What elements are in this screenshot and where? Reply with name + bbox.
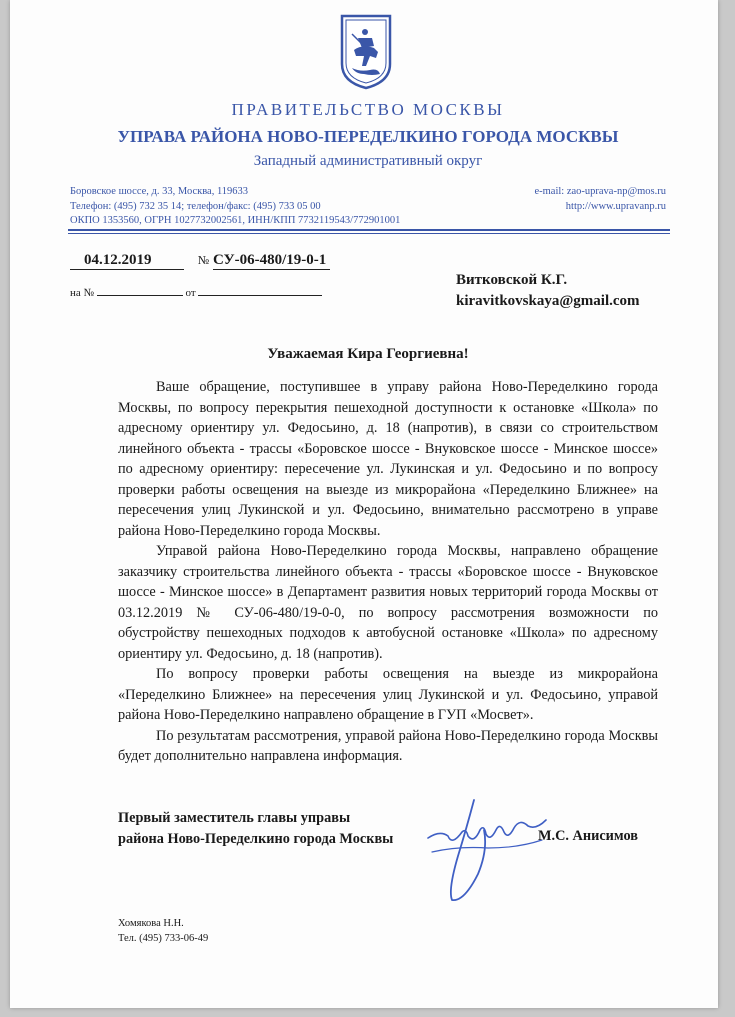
reference-from-label: от	[185, 287, 196, 299]
body-paragraph: Управой района Ново-Переделкино города Москвы, направлено обращение заказчику строительства линейного объекта - трассы «Боровское шоссе - Внуковское шоссе - Минское шоссе» в Департамент развития новых территорий города Москвы от 03.12.2019 № СУ-06-480/19-0-0, по вопросу рассмотрения возможности по обустройству пешеходных подходов к автобусной остановке «Школа» по адресному ориентиру ул. Федосьино, д. 18 (напротив).	[118, 543, 658, 662]
reference-number-blank	[97, 286, 183, 296]
body-paragraph: По результатам рассмотрения, управой района Ново-Переделкино города Москвы будет дополнительно направлена информация.	[118, 727, 658, 764]
addressee-name: Витковской К.Г.	[456, 272, 568, 288]
uprava-title: УПРАВА РАЙОНА НОВО-ПЕРЕДЕЛКИНО ГОРОДА МОСКВЫ	[117, 127, 619, 146]
executor-block	[118, 916, 208, 946]
address-line: Боровское шоссе, д. 33, Москва, 119633	[70, 186, 249, 197]
registration-line	[70, 252, 330, 270]
signatory-title-line1: Первый заместитель главы управы	[118, 810, 351, 826]
header-rule-thick	[68, 229, 670, 231]
website-link[interactable]: http://www.upravanp.ru	[565, 200, 666, 212]
contacts-left	[70, 185, 400, 229]
signatory-title	[118, 808, 393, 849]
registration-date: 04.12.2019	[70, 252, 184, 270]
contacts-right	[534, 185, 666, 214]
signatory-name: М.С. Анисимов	[538, 828, 638, 844]
header-rule-thin	[68, 233, 670, 234]
body-paragraph: Ваше обращение, поступившее в управу района Ново-Переделкино города Москвы, по вопросу перекрытия пешеходной доступности к остановке «Школа» по адресному ориентиру ул. Федосьино, д. 18 (напротив), в связи со строительством линейного объекта - трассы «Боровское шоссе - Внуковское шоссе - Минское шоссе» по адресному ориентиру: пересечение ул. Лукинская и ул. Федосьино и по вопросу проверки работы освещения на выезде из микрорайона «Переделкино Ближнее» на пересечения улиц Лукинской и ул. Федосьино, внимательно рассмотрено в управе района Ново-Переделкино города Москвы.	[118, 379, 658, 539]
moscow-coat-of-arms-icon	[340, 12, 392, 90]
signatory-title-line2: района Ново-Переделкино города Москвы	[118, 830, 394, 847]
salutation: Уважаемая Кира Георгиевна!	[267, 346, 469, 362]
handwritten-signature	[418, 790, 558, 910]
registration-number: СУ-06-480/19-0-1	[213, 252, 330, 270]
registration-number-label: №	[197, 253, 210, 267]
addressee-block	[456, 270, 640, 312]
reference-label: на №	[70, 287, 95, 299]
okrug-title: Западный административный округ	[253, 153, 483, 169]
executor-phone: Тел. (495) 733-06-49	[118, 933, 209, 944]
reference-line	[70, 286, 322, 299]
government-title: ПРАВИТЕЛЬСТВО МОСКВЫ	[231, 100, 505, 119]
executor-name: Хомякова Н.Н.	[118, 918, 184, 929]
body-paragraph: По вопросу проверки работы освещения на выезде из микрорайона «Переделкино Ближнее» на пересечения улиц Лукинской и ул. Федосьино, управой района Ново-Переделкино направлено обращение в ГУП «Мосвет».	[118, 666, 658, 723]
codes-line: ОКПО 1353560, ОГРН 1027732002561, ИНН/КПП 7732119543/772901001	[70, 215, 401, 226]
phones-line: Телефон: (495) 732 35 14; телефон/факс: (495) 733 05 00	[70, 200, 321, 212]
letter-body	[118, 377, 658, 767]
addressee-email: kiravitkovskaya@gmail.com	[456, 293, 640, 309]
letter-page	[10, 0, 718, 1008]
email-link[interactable]: e-mail: zao-uprava-np@mos.ru	[534, 186, 666, 197]
reference-date-blank	[198, 286, 322, 296]
